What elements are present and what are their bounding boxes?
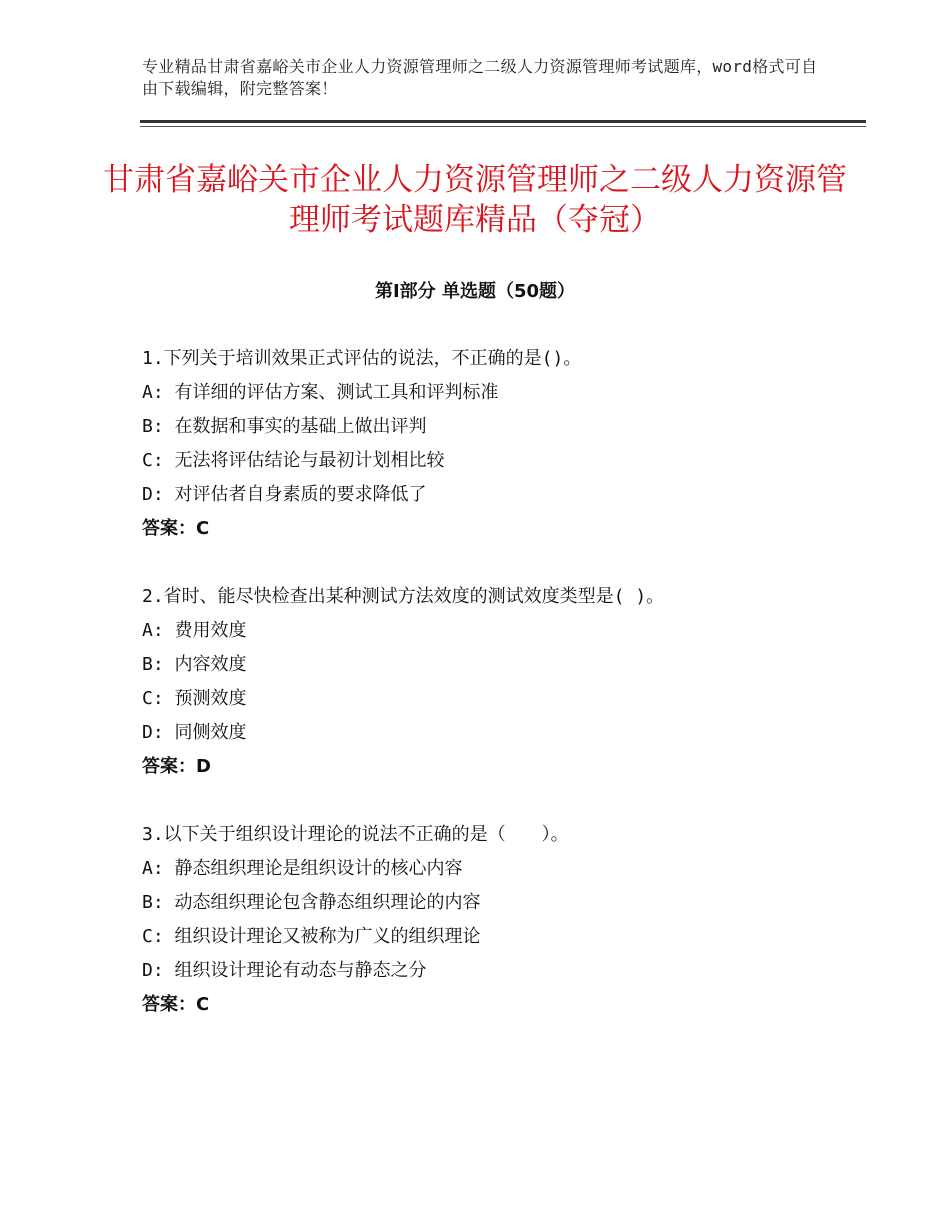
question-list — [142, 342, 862, 1056]
question-option-c: C: 预测效度 — [142, 688, 247, 709]
question-stem: 1.下列关于培训效果正式评估的说法，不正确的是()。 — [142, 348, 582, 369]
question-stem: 2.省时、能尽快检查出某种测试方法效度的测试效度类型是( )。 — [142, 586, 665, 607]
question-stem: 3.以下关于组织设计理论的说法不正确的是（ ）。 — [142, 824, 569, 845]
question-answer: 答案：D — [142, 756, 211, 777]
section-heading: 第Ⅰ部分 单选题（50题） — [374, 281, 575, 302]
question-option-b: B: 内容效度 — [142, 654, 247, 675]
question-option-a: A: 有详细的评估方案、测试工具和评判标准 — [142, 382, 499, 403]
question-option-d: D: 同侧效度 — [142, 722, 247, 743]
question-option-c: C: 无法将评估结论与最初计划相比较 — [142, 450, 445, 471]
header-divider-thin — [140, 126, 866, 127]
question-option-d: D: 组织设计理论有动态与静态之分 — [142, 960, 427, 981]
question-item — [142, 342, 862, 546]
header-divider-thick — [140, 120, 866, 123]
header-note: 专业精品甘肃省嘉峪关市企业人力资源管理师之二级人力资源管理师考试题库，word格式可自由下载编辑，附完整答案！ — [142, 57, 818, 98]
question-option-b: B: 动态组织理论包含静态组织理论的内容 — [142, 892, 481, 913]
question-option-d: D: 对评估者自身素质的要求降低了 — [142, 484, 427, 505]
question-option-a: A: 静态组织理论是组织设计的核心内容 — [142, 858, 463, 879]
question-option-a: A: 费用效度 — [142, 620, 247, 641]
question-answer: 答案：C — [142, 518, 210, 539]
question-option-b: B: 在数据和事实的基础上做出评判 — [142, 416, 427, 437]
question-option-c: C: 组织设计理论又被称为广义的组织理论 — [142, 926, 481, 947]
question-item — [142, 580, 862, 784]
question-item — [142, 818, 862, 1022]
document-title: 甘肃省嘉峪关市企业人力资源管理师之二级人力资源管理师考试题库精品（夺冠） — [103, 162, 847, 238]
question-answer: 答案：C — [142, 994, 210, 1015]
